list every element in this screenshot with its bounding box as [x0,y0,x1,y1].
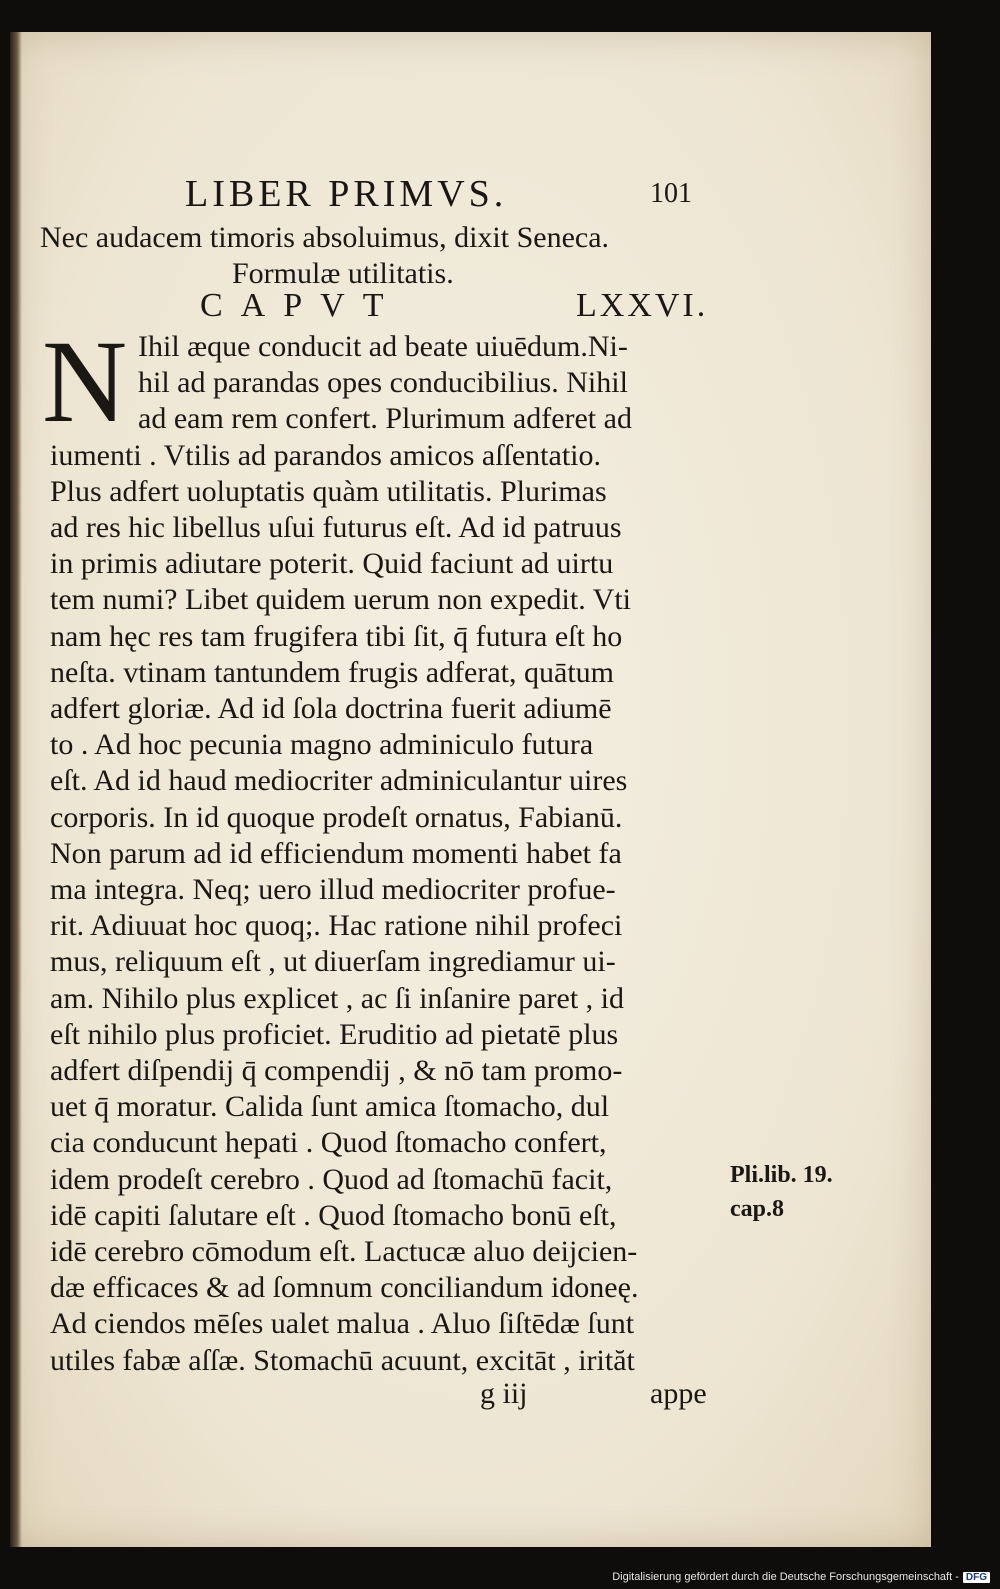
body-line: ad res hic libellus uſui futurus eſt. Ad id patruus [50,511,622,545]
body-line: uet q̄ moratur. Calida ſunt amica ſtomacho, dul [50,1090,610,1124]
chapter-number: LXXVI. [576,287,709,324]
digitization-credit [612,1571,990,1583]
body-line: dæ efficaces & ad ſomnum conciliandum idoneę. [50,1271,639,1305]
credit-text: Digitalisierung gefördert durch die Deutsche Forschungsgemeinschaft - [612,1571,959,1583]
signature-mark: g iij [480,1377,528,1410]
body-line: cia conducunt hepati . Quod ſtomacho confert, [50,1126,607,1160]
body-line: mus, reliquum eſt , ut diuerſam ingrediamur ui- [50,945,616,979]
body-line: ad eam rem confert. Plurimum adferet ad [138,402,632,436]
section-title: Formulæ utilitatis. [232,257,454,290]
body-line: eſt. Ad id haud mediocriter adminiculantur uires [50,764,628,798]
page-gutter-shadow [10,32,22,1547]
body-line: nam hęc res tam frugifera tibi ſit, q̄ futura eſt ho [50,619,623,653]
body-line: Plus adfert uoluptatis quàm utilitatis. Plurimas [50,474,607,508]
decorated-initial: N [42,316,128,447]
body-line: am. Nihilo plus explicet , ac ſi inſanire paret , id [50,981,624,1015]
body-line: tem numi? Libet quidem uerum non expedit. Vti [50,583,632,617]
body-line: Ad ciendos mēſes ualet malua . Aluo ſiſtēdæ ſunt [50,1307,635,1341]
dfg-logo: DFG [963,1572,990,1583]
body-line: rit. Adiuuat hoc quoq;. Hac ratione nihil profeci [50,909,623,943]
body-line: Non parum ad id efficiendum momenti habet fa [50,836,622,870]
book-page [10,32,931,1547]
body-line: idē cerebro cōmodum eſt. Lactucæ aluo deijcien- [50,1235,638,1269]
body-line: adfert gloriæ. Ad id ſola doctrina fuerit adiumē [50,692,612,726]
body-line: adfert diſpendij q̄ compendij , & nō tam promo- [50,1054,623,1088]
body-line: in primis adiutare poterit. Quid faciunt ad uirtu [50,547,614,581]
body-line: iumenti . Vtilis ad parandos amicos aſſentatio. [50,438,602,472]
body-line: idem prodeſt cerebro . Quod ad ſtomachū facit, [50,1162,613,1196]
body-line: corporis. In id quoque prodeſt ornatus, Fabianū. [50,800,623,834]
body-line: utiles fabæ aſſæ. Stomachū acuunt, excitāt , irităt [50,1343,635,1377]
chapter-label: CAPVT [200,287,402,324]
body-text [50,329,730,1379]
body-line: eſt nihilo plus proficiet. Eruditio ad pietatē plus [50,1017,619,1051]
body-line: ma integra. Neq; uero illud mediocriter profue- [50,873,616,907]
marginal-note: Pli.lib. 19. [730,1162,833,1188]
opening-line: Nec audacem timoris absoluimus, dixit Seneca. [40,221,610,254]
catchword: appe [650,1377,707,1410]
body-line: hil ad parandas opes conducibilius. Nihil [138,366,628,400]
body-line: idē capiti ſalutare eſt . Quod ſtomacho bonū eſt, [50,1198,617,1232]
running-head: LIBER PRIMVS. [185,173,508,215]
body-line: to . Ad hoc pecunia magno adminiculo futura [50,728,594,762]
body-line: neſta. vtinam tantundem frugis adferat, quātum [50,655,614,689]
body-line: Ihil æque conducit ad beate uiuēdum.Ni- [138,330,628,363]
page-number: 101 [650,178,692,209]
marginal-note: cap.8 [730,1196,784,1222]
